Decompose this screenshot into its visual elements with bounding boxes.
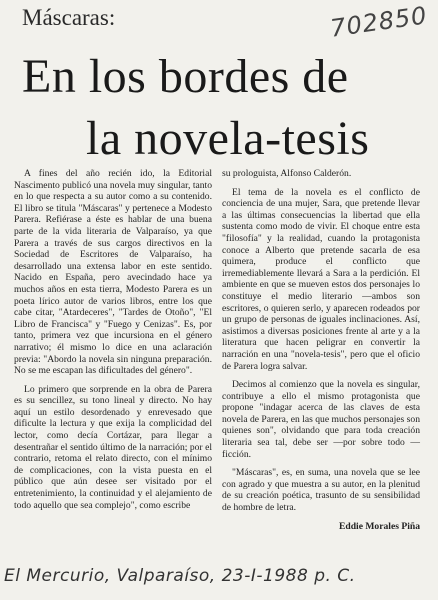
author-byline: Eddie Morales Piña bbox=[338, 520, 420, 532]
paragraph: Decimos al comienzo que la novela es singular, contribuye a ello el mismo protagonista que propone "indagar acerca de las claves de esta novela de Parera, en las que muchos personajes son quienes son", olvidando que para toda creación literaria sea tal, debe ser —por sobre todo —ficción. bbox=[222, 379, 420, 460]
article-column-right bbox=[222, 168, 420, 539]
paragraph: El tema de la novela es el conflicto de conciencia de una mujer, Sara, que pretende llevar a las últimas consecuencias la libertad que ella sustenta como modo de vivir. El choque entre esta "filosofía" y la realidad, cuando la protagonista conoce a Alberto que pretende sacarla de esa quimera, produce el conflicto que irremediablemente llevará a Sara a la perdición. El ambiente en que se mueven estos dos personajes lo constituye el medio literario —ambos son escritores, o quieren serlo, y aparecen rodeados por un grupo de personas de iguales inclinaciones. Así, asistimos a diversas posiciones frente al arte y a la literatura que hacen peligrar en convertir la narración en una "novela-tesis", pero que el oficio de Parera logra salvar. bbox=[222, 186, 420, 372]
section-kicker: Máscaras: bbox=[22, 5, 116, 30]
article-column-left bbox=[14, 168, 212, 518]
handwritten-source-note: El Mercurio, Valparaíso, 23-I-1988 p. C. bbox=[4, 566, 356, 586]
paragraph: su prologuista, Alfonso Calderón. bbox=[222, 168, 352, 179]
paragraph: "Máscaras", es, en suma, una novela que se lee con agrado y que muestra a su autor, en la plenitud de su creación poética, trasunto de su sensibilidad de hombre de letra. bbox=[222, 467, 420, 514]
headline-line-2: la novela-tesis bbox=[86, 112, 370, 165]
paragraph: A fines del año recién ido, la Editorial Nascimento publicó una novela muy singular, tanto en lo que respecta a su autor como a su contenido. El libro se titula "Máscaras" y pertenece a Modesto Parera. Refiérase a éste es hablar de una buena parte de la vida literaria de Valparaíso, ya que Parera a través de sus cargos directivos en la Sociedad de Escritores de Valparaíso, ha desarrollado una extensa labor en este sentido. Nacido en España, pero avecindado hace ya muchos años en esta tierra, Modesto Parera es un poeta lírico autor de varios libros, entre los que cabe citar, "Atardeceres", "Tardes de Otoño", "El Libro de Francisca" y "Fuego y Cenizas". Es, por tanto, primera vez que incursiona en el género narrativo; él mismo lo dice en una aclaración previa: "Abordo la novela sin ninguna preparación. No se me escapan las dificultades del género". bbox=[14, 168, 212, 377]
archive-number-handwritten: 702850 bbox=[328, 1, 430, 43]
headline-line-1: En los bordes de bbox=[22, 50, 349, 103]
paragraph: Lo primero que sorprende en la obra de Parera es su sencillez, su tono lineal y directo. No hay aquí un estilo desordenado y enrevesado que dificulte la lectura y que exija la complicidad del lector, como decía Cortázar, para llegar a desentrañar el sentido último de la narración; por el contrario, retoma el relato directo, con el mínimo de complicaciones, con la vista puesta en el público que aún desee ser visitado por el entretenimiento, la continuidad y el alejamiento de todo aquello que sea complejo", como escribe bbox=[14, 383, 212, 511]
article-headline bbox=[22, 50, 422, 166]
